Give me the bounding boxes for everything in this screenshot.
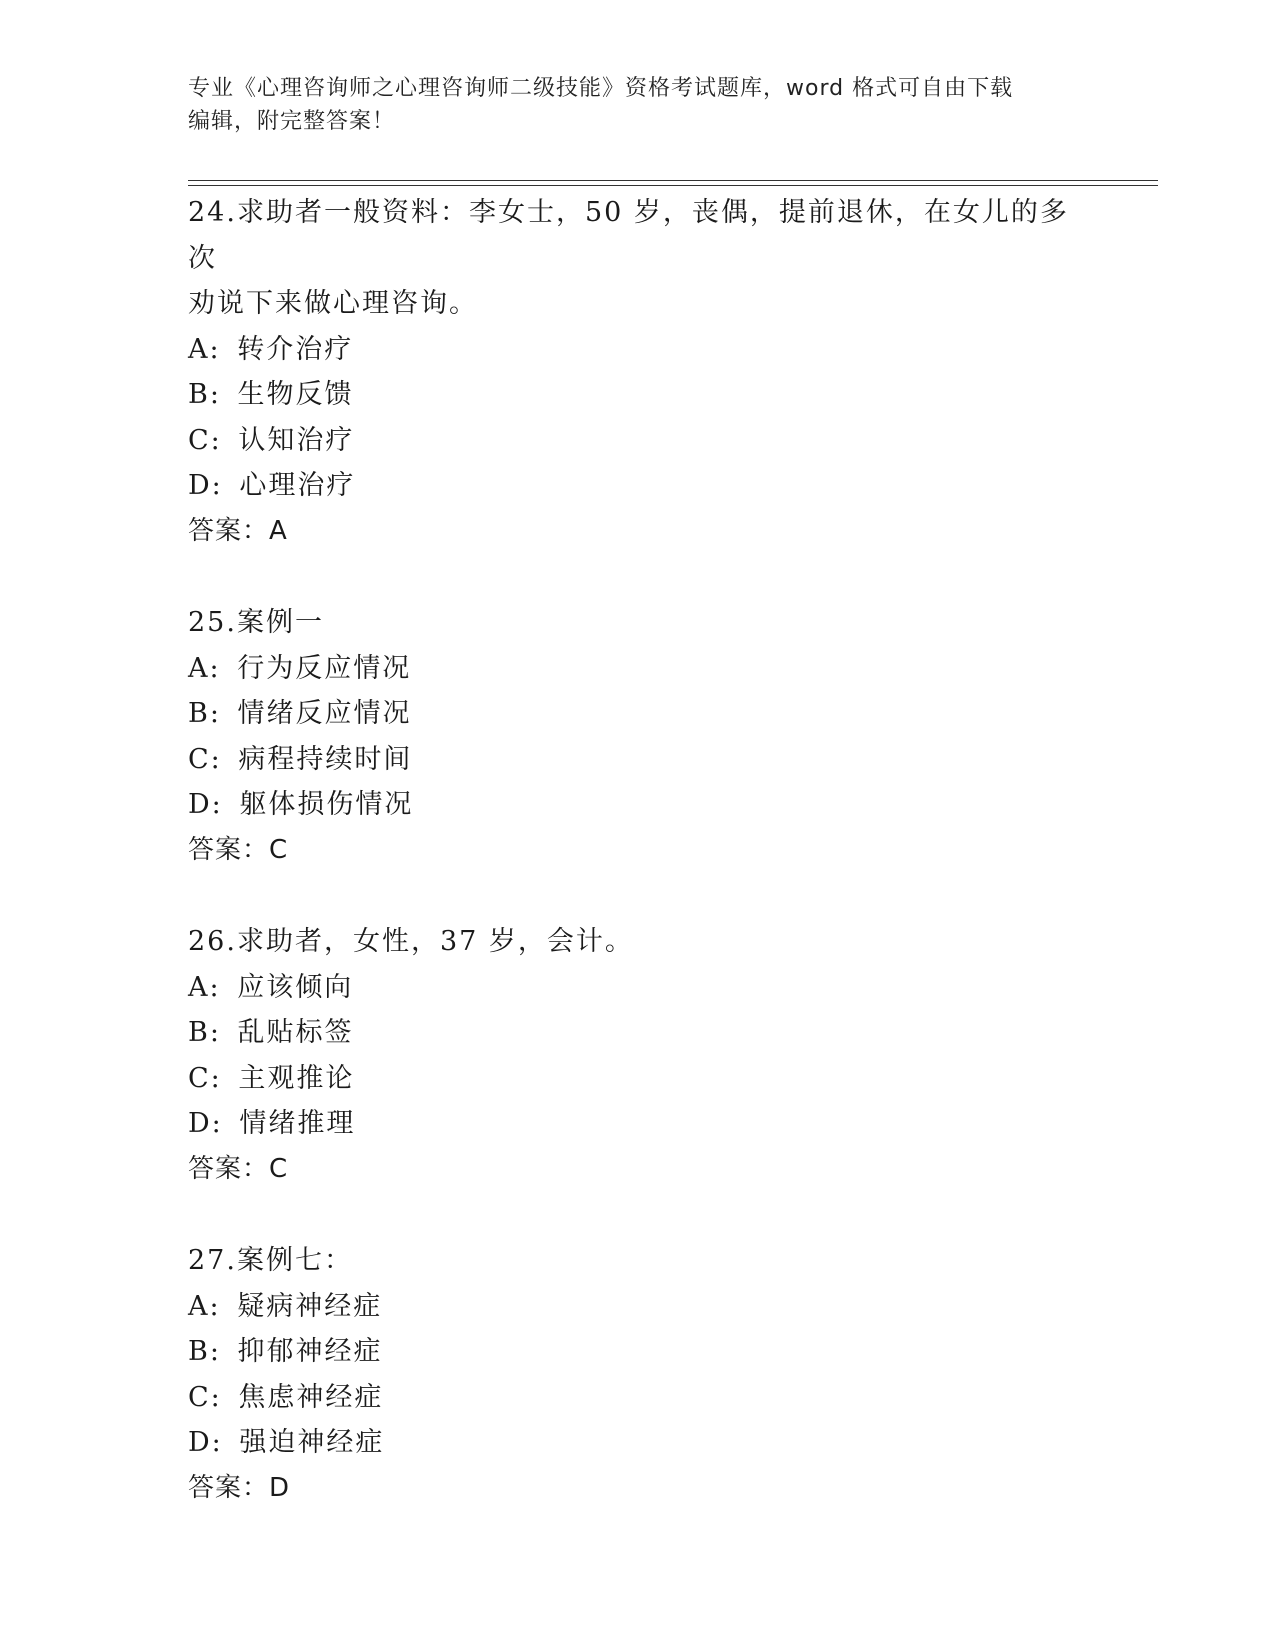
option-text: 强迫神经症 [239, 1427, 385, 1458]
option-text: 疑病神经症 [237, 1290, 383, 1322]
option-letter: D: [188, 789, 223, 820]
option-c [188, 1375, 1088, 1421]
option-c [188, 1056, 1088, 1102]
option-a [188, 1284, 1088, 1330]
option-b [188, 1010, 1088, 1056]
answer-line: 答案：D [188, 1472, 291, 1503]
question-stem: 27.案例七： [188, 1245, 353, 1276]
question-stem-continued: 劝说下来做心理咨询。 [188, 288, 478, 319]
option-b [188, 1329, 1088, 1375]
answer-line: 答案：A [188, 515, 288, 546]
option-letter: C: [188, 743, 222, 775]
answer-line: 答案：C [188, 834, 289, 865]
option-b [188, 372, 1088, 418]
question-stem: 24.求助者一般资料：李女士，50 岁，丧偶，提前退休，在女儿的多次 [188, 197, 1069, 274]
header-line-1: 专业《心理咨询师之心理咨询师二级技能》资格考试题库，word 格式可自由下载 [188, 76, 1014, 101]
option-text: 主观推论 [238, 1062, 355, 1094]
option-text: 生物反馈 [237, 379, 354, 410]
option-letter: A: [188, 333, 221, 365]
option-letter: B: [188, 698, 221, 729]
option-text: 情绪推理 [239, 1108, 356, 1139]
option-text: 躯体损伤情况 [239, 789, 414, 820]
option-text: 乱贴标签 [237, 1017, 354, 1048]
option-letter: A: [188, 971, 221, 1003]
question-24 [188, 190, 1088, 554]
header-divider-bottom [188, 185, 1158, 186]
question-stem: 25.案例一 [188, 607, 324, 638]
option-d [188, 782, 1088, 828]
option-letter: A: [188, 652, 221, 684]
option-text: 转介治疗 [237, 333, 354, 365]
option-letter: D: [188, 1427, 223, 1458]
question-list [188, 190, 1088, 1557]
option-letter: B: [188, 1017, 221, 1048]
option-letter: C: [188, 1381, 222, 1413]
option-letter: A: [188, 1290, 221, 1322]
option-text: 情绪反应情况 [237, 698, 412, 729]
header-divider-top [188, 180, 1158, 181]
option-b [188, 691, 1088, 737]
answer-line: 答案：C [188, 1153, 289, 1184]
option-text: 心理治疗 [239, 470, 356, 501]
option-text: 病程持续时间 [238, 743, 413, 775]
option-text: 抑郁神经症 [237, 1336, 383, 1367]
option-a [188, 327, 1088, 373]
question-27 [188, 1238, 1088, 1511]
option-a [188, 646, 1088, 692]
question-stem: 26.求助者，女性，37 岁，会计。 [188, 926, 634, 957]
option-text: 焦虑神经症 [238, 1381, 384, 1413]
option-d [188, 463, 1088, 509]
option-letter: D: [188, 470, 223, 501]
option-a [188, 965, 1088, 1011]
option-d [188, 1420, 1088, 1466]
option-letter: B: [188, 379, 221, 410]
option-text: 认知治疗 [238, 424, 355, 456]
option-letter: C: [188, 424, 222, 456]
header-line-2: 编辑，附完整答案！ [188, 109, 396, 134]
question-25 [188, 600, 1088, 873]
option-letter: C: [188, 1062, 222, 1094]
option-c [188, 737, 1088, 783]
document-header [188, 72, 1088, 138]
option-d [188, 1101, 1088, 1147]
option-c [188, 418, 1088, 464]
option-text: 行为反应情况 [237, 652, 412, 684]
option-text: 应该倾向 [237, 971, 354, 1003]
question-26 [188, 919, 1088, 1192]
option-letter: D: [188, 1108, 223, 1139]
option-letter: B: [188, 1336, 221, 1367]
